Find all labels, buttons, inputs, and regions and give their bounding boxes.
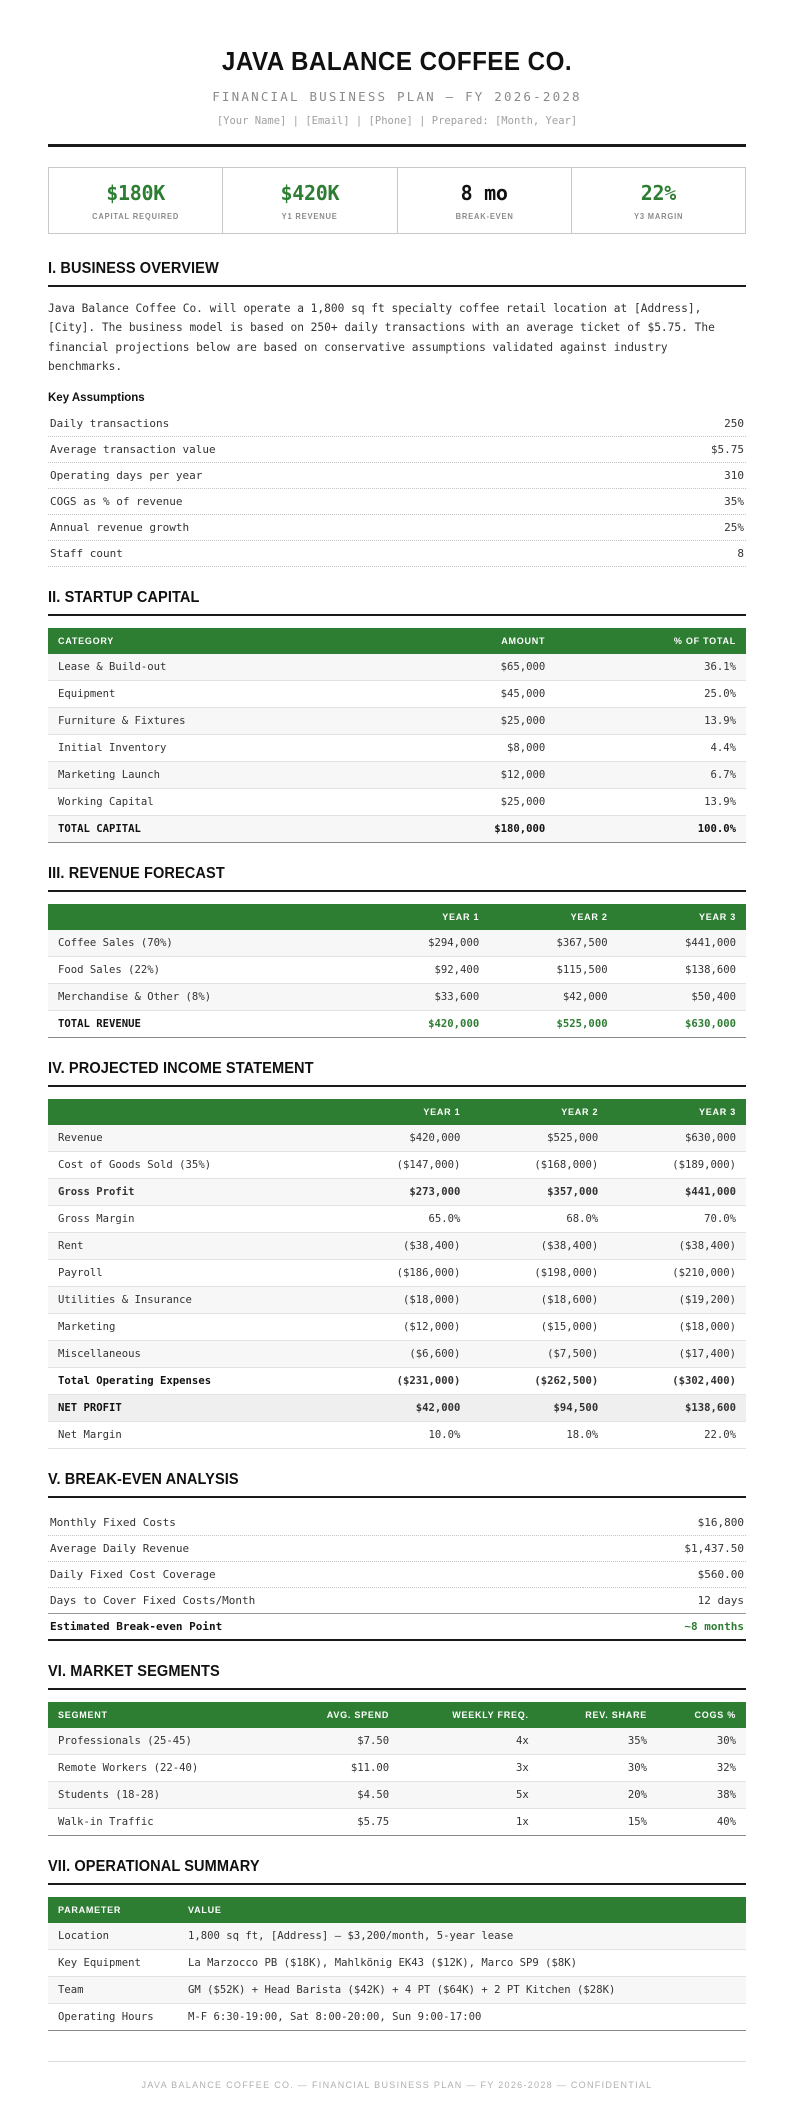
table-header-row [48,1702,746,1728]
kpi-value: $420K [280,181,340,205]
table-cell: 70.0% [608,1206,746,1233]
table-total-cell: $180,000 [390,816,555,843]
kpi-label: Y1 REVENUE [281,212,338,221]
table-cell: $630,000 [608,1125,746,1152]
table-row [48,1395,746,1422]
table-cell: ($6,600) [333,1341,471,1368]
table-row [48,1510,746,1536]
overview-paragraph: Java Balance Coffee Co. will operate a 1,800 sq ft specialty coffee retail location at [Address], [City]. The business model is based on 250+ daily transactions with an average ticket of $5.75. The financial projections below are based on conservative assumptions validated against industry benchmarks. [48,302,715,373]
table-row [48,1206,746,1233]
row-label: Gross Profit [48,1179,333,1206]
table-header-row [48,628,746,654]
column-header: YEAR 1 [333,1099,471,1125]
section-heading: III. REVENUE FORECAST [48,865,225,883]
table-cell: 36.1% [555,654,746,681]
table-cell: 13.9% [555,708,746,735]
column-header: % OF TOTAL [555,628,746,654]
table-cell: $25,000 [390,708,555,735]
table-row [48,1314,746,1341]
table-row [48,489,746,515]
key-assumptions-table [48,411,746,567]
section-divider [48,285,746,287]
table-cell: ($17,400) [608,1341,746,1368]
table-cell: ($18,000) [333,1287,471,1314]
break-even-value: $16,800 [583,1510,746,1536]
column-header: VALUE [178,1897,746,1923]
startup-capital-table [48,628,746,843]
section-market-segments [48,1663,746,1836]
table-cell: 40% [657,1809,746,1836]
column-header: COGS % [657,1702,746,1728]
table-cell: 4x [399,1728,539,1755]
kpi-label: BREAK-EVEN [455,212,514,221]
table-cell: $115,500 [489,957,617,984]
table-row [48,1782,746,1809]
table-row [48,1287,746,1314]
column-header [48,904,361,930]
parameter-label: Team [48,1977,178,2004]
table-cell: Lease & Build-out [48,654,390,681]
header-divider [48,144,746,147]
parameter-value: M-F 6:30-19:00, Sat 8:00-20:00, Sun 9:00-17:00 [178,2004,746,2031]
table-cell: $45,000 [390,681,555,708]
table-cell: ($231,000) [333,1368,471,1395]
table-row [48,708,746,735]
table-cell: ($7,500) [470,1341,608,1368]
kpi-card [572,168,745,233]
assumption-value: 310 [621,463,746,489]
break-even-value: 12 days [583,1588,746,1614]
section-heading: IV. PROJECTED INCOME STATEMENT [48,1060,314,1078]
table-cell: Walk-in Traffic [48,1809,280,1836]
section-income-statement [48,1060,746,1449]
table-cell: Initial Inventory [48,735,390,762]
assumption-label: Staff count [48,541,621,567]
break-even-label: Average Daily Revenue [48,1536,583,1562]
parameter-value: GM ($52K) + Head Barista ($42K) + 4 PT ($64K) + 2 PT Kitchen ($28K) [178,1977,746,2004]
table-row [48,437,746,463]
table-cell: 18.0% [470,1422,608,1449]
table-cell: 13.9% [555,789,746,816]
section-divider [48,890,746,892]
table-cell: ($189,000) [608,1152,746,1179]
key-assumptions-heading: Key Assumptions [48,392,145,405]
table-total-row [48,1011,746,1038]
column-header: CATEGORY [48,628,390,654]
column-header: WEEKLY FREQ. [399,1702,539,1728]
table-total-row [48,816,746,843]
table-row [48,957,746,984]
table-cell: ($210,000) [608,1260,746,1287]
row-label: Rent [48,1233,333,1260]
kpi-card [398,168,572,233]
kpi-card [223,168,397,233]
table-cell: $357,000 [470,1179,608,1206]
table-cell: $441,000 [618,930,746,957]
table-cell: 22.0% [608,1422,746,1449]
table-row [48,1950,746,1977]
column-header: REV. SHARE [539,1702,657,1728]
column-header: YEAR 2 [470,1099,608,1125]
table-cell: 32% [657,1755,746,1782]
table-total-cell: $630,000 [618,1011,746,1038]
section-startup-capital [48,589,746,843]
table-cell: ($38,400) [608,1233,746,1260]
table-cell: ($19,200) [608,1287,746,1314]
table-row [48,1923,746,1950]
section-revenue-forecast [48,865,746,1038]
row-label: Miscellaneous [48,1341,333,1368]
table-cell: $42,000 [489,984,617,1011]
table-cell: Furniture & Fixtures [48,708,390,735]
section-heading: I. BUSINESS OVERVIEW [48,260,219,277]
document-header [48,46,746,147]
table-cell: ($262,500) [470,1368,608,1395]
table-cell: ($147,000) [333,1152,471,1179]
section-divider [48,1085,746,1087]
table-cell: $138,600 [618,957,746,984]
section-heading: V. BREAK-EVEN ANALYSIS [48,1471,239,1489]
section-heading: VII. OPERATIONAL SUMMARY [48,1858,260,1876]
table-cell: $11.00 [280,1755,399,1782]
row-label: Net Margin [48,1422,333,1449]
table-cell: ($198,000) [470,1260,608,1287]
row-label: Utilities & Insurance [48,1287,333,1314]
document-meta: [Your Name] | [Email] | [Phone] | Prepared: [Month, Year] [216,115,578,127]
column-header [48,1099,333,1125]
kpi-label: Y3 MARGIN [633,212,684,221]
table-cell: $5.75 [280,1809,399,1836]
kpi-value: 8 mo [460,181,508,205]
section-break-even [48,1471,746,1641]
table-cell: Professionals (25-45) [48,1728,280,1755]
column-header: AMOUNT [390,628,555,654]
table-cell: $8,000 [390,735,555,762]
row-label: Gross Margin [48,1206,333,1233]
section-operational-summary [48,1858,746,2031]
section-heading: II. STARTUP CAPITAL [48,589,200,607]
table-cell: 15% [539,1809,657,1836]
assumption-label: Daily transactions [48,411,621,437]
kpi-value: 22% [640,181,676,205]
table-row [48,1588,746,1614]
table-cell: ($302,400) [608,1368,746,1395]
row-label: NET PROFIT [48,1395,333,1422]
table-header-row [48,904,746,930]
table-row [48,930,746,957]
table-cell: $7.50 [280,1728,399,1755]
assumption-label: COGS as % of revenue [48,489,621,515]
table-cell: $50,400 [618,984,746,1011]
table-cell: $273,000 [333,1179,471,1206]
column-header: YEAR 3 [608,1099,746,1125]
revenue-forecast-table [48,904,746,1038]
table-cell: $12,000 [390,762,555,789]
table-row [48,1755,746,1782]
table-cell: $4.50 [280,1782,399,1809]
table-total-cell: $525,000 [489,1011,617,1038]
table-cell: 4.4% [555,735,746,762]
table-cell: ($15,000) [470,1314,608,1341]
table-cell: Coffee Sales (70%) [48,930,361,957]
section-business-overview [48,260,746,567]
table-cell: $420,000 [333,1125,471,1152]
table-cell: 20% [539,1782,657,1809]
table-cell: ($38,400) [470,1233,608,1260]
table-row [48,1809,746,1836]
table-cell: 68.0% [470,1206,608,1233]
parameter-label: Key Equipment [48,1950,178,1977]
table-cell: $138,600 [608,1395,746,1422]
table-cell: Equipment [48,681,390,708]
table-cell: $367,500 [489,930,617,957]
kpi-summary-strip [48,167,746,234]
table-cell: $42,000 [333,1395,471,1422]
table-cell: 5x [399,1782,539,1809]
section-divider [48,1883,746,1885]
table-cell: ($168,000) [470,1152,608,1179]
row-label: Revenue [48,1125,333,1152]
break-even-total-value: ~8 months [583,1614,746,1641]
table-row [48,1977,746,2004]
table-cell: Remote Workers (22-40) [48,1755,280,1782]
table-total-cell: TOTAL CAPITAL [48,816,390,843]
break-even-label: Days to Cover Fixed Costs/Month [48,1588,583,1614]
table-cell: 65.0% [333,1206,471,1233]
row-label: Total Operating Expenses [48,1368,333,1395]
assumption-value: 35% [621,489,746,515]
table-total-cell: 100.0% [555,816,746,843]
parameter-label: Operating Hours [48,2004,178,2031]
parameter-value: La Marzocco PB ($18K), Mahlkönig EK43 ($12K), Marco SP9 ($8K) [178,1950,746,1977]
section-divider [48,1496,746,1498]
section-heading: VI. MARKET SEGMENTS [48,1663,220,1681]
break-even-total-label: Estimated Break-even Point [48,1614,583,1641]
table-row [48,463,746,489]
table-row [48,411,746,437]
table-cell: 1x [399,1809,539,1836]
column-header: PARAMETER [48,1897,178,1923]
table-cell: $33,600 [361,984,489,1011]
document-footer: JAVA BALANCE COFFEE CO. — FINANCIAL BUSINESS PLAN — FY 2026-2028 — CONFIDENTIAL [48,2061,746,2090]
assumption-value: 8 [621,541,746,567]
column-header: YEAR 2 [489,904,617,930]
assumption-label: Operating days per year [48,463,621,489]
table-cell: $525,000 [470,1125,608,1152]
table-row [48,1368,746,1395]
page-title: JAVA BALANCE COFFEE CO. [221,46,573,76]
table-cell: $92,400 [361,957,489,984]
market-segments-table [48,1702,746,1836]
table-row [48,1125,746,1152]
table-cell: 35% [539,1728,657,1755]
column-header: YEAR 3 [618,904,746,930]
table-row [48,1562,746,1588]
kpi-card [49,168,223,233]
table-cell: Food Sales (22%) [48,957,361,984]
break-even-total-row [48,1614,746,1641]
assumption-label: Average transaction value [48,437,621,463]
break-even-label: Monthly Fixed Costs [48,1510,583,1536]
table-cell: $441,000 [608,1179,746,1206]
table-row [48,541,746,567]
assumption-value: 25% [621,515,746,541]
break-even-value: $560.00 [583,1562,746,1588]
table-row [48,735,746,762]
row-label: Payroll [48,1260,333,1287]
table-header-row [48,1897,746,1923]
table-cell: 30% [539,1755,657,1782]
table-cell: 38% [657,1782,746,1809]
parameter-value: 1,800 sq ft, [Address] — $3,200/month, 5-year lease [178,1923,746,1950]
table-cell: 6.7% [555,762,746,789]
row-label: Cost of Goods Sold (35%) [48,1152,333,1179]
column-header: YEAR 1 [361,904,489,930]
assumption-value: $5.75 [621,437,746,463]
table-row [48,984,746,1011]
table-cell: 3x [399,1755,539,1782]
document-subtitle: FINANCIAL BUSINESS PLAN — FY 2026-2028 [212,89,582,104]
table-row [48,1728,746,1755]
income-statement-table [48,1099,746,1449]
break-even-table [48,1510,746,1641]
table-row [48,681,746,708]
kpi-value: $180K [106,181,165,205]
column-header: SEGMENT [48,1702,280,1728]
table-total-cell: $420,000 [361,1011,489,1038]
assumption-label: Annual revenue growth [48,515,621,541]
table-row [48,1536,746,1562]
table-row [48,789,746,816]
operational-summary-table [48,1897,746,2031]
break-even-label: Daily Fixed Cost Coverage [48,1562,583,1588]
table-cell: 30% [657,1728,746,1755]
table-cell: ($186,000) [333,1260,471,1287]
table-cell: $94,500 [470,1395,608,1422]
table-cell: ($18,600) [470,1287,608,1314]
section-divider [48,1688,746,1690]
table-row [48,1179,746,1206]
column-header: AVG. SPEND [280,1702,399,1728]
table-row [48,1233,746,1260]
table-cell: $294,000 [361,930,489,957]
table-row [48,1260,746,1287]
table-cell: ($18,000) [608,1314,746,1341]
table-cell: Merchandise & Other (8%) [48,984,361,1011]
table-row [48,1152,746,1179]
section-divider [48,614,746,616]
table-row [48,2004,746,2031]
table-cell: $65,000 [390,654,555,681]
break-even-value: $1,437.50 [583,1536,746,1562]
table-total-cell: TOTAL REVENUE [48,1011,361,1038]
parameter-label: Location [48,1923,178,1950]
kpi-label: CAPITAL REQUIRED [92,212,180,221]
table-row [48,515,746,541]
table-cell: 25.0% [555,681,746,708]
table-cell: ($12,000) [333,1314,471,1341]
table-row [48,762,746,789]
table-cell: Marketing Launch [48,762,390,789]
table-row [48,654,746,681]
row-label: Marketing [48,1314,333,1341]
assumption-value: 250 [621,411,746,437]
table-cell: Working Capital [48,789,390,816]
table-cell: Students (18-28) [48,1782,280,1809]
table-row [48,1341,746,1368]
table-cell: $25,000 [390,789,555,816]
table-header-row [48,1099,746,1125]
table-cell: ($38,400) [333,1233,471,1260]
table-cell: 10.0% [333,1422,471,1449]
table-row [48,1422,746,1449]
